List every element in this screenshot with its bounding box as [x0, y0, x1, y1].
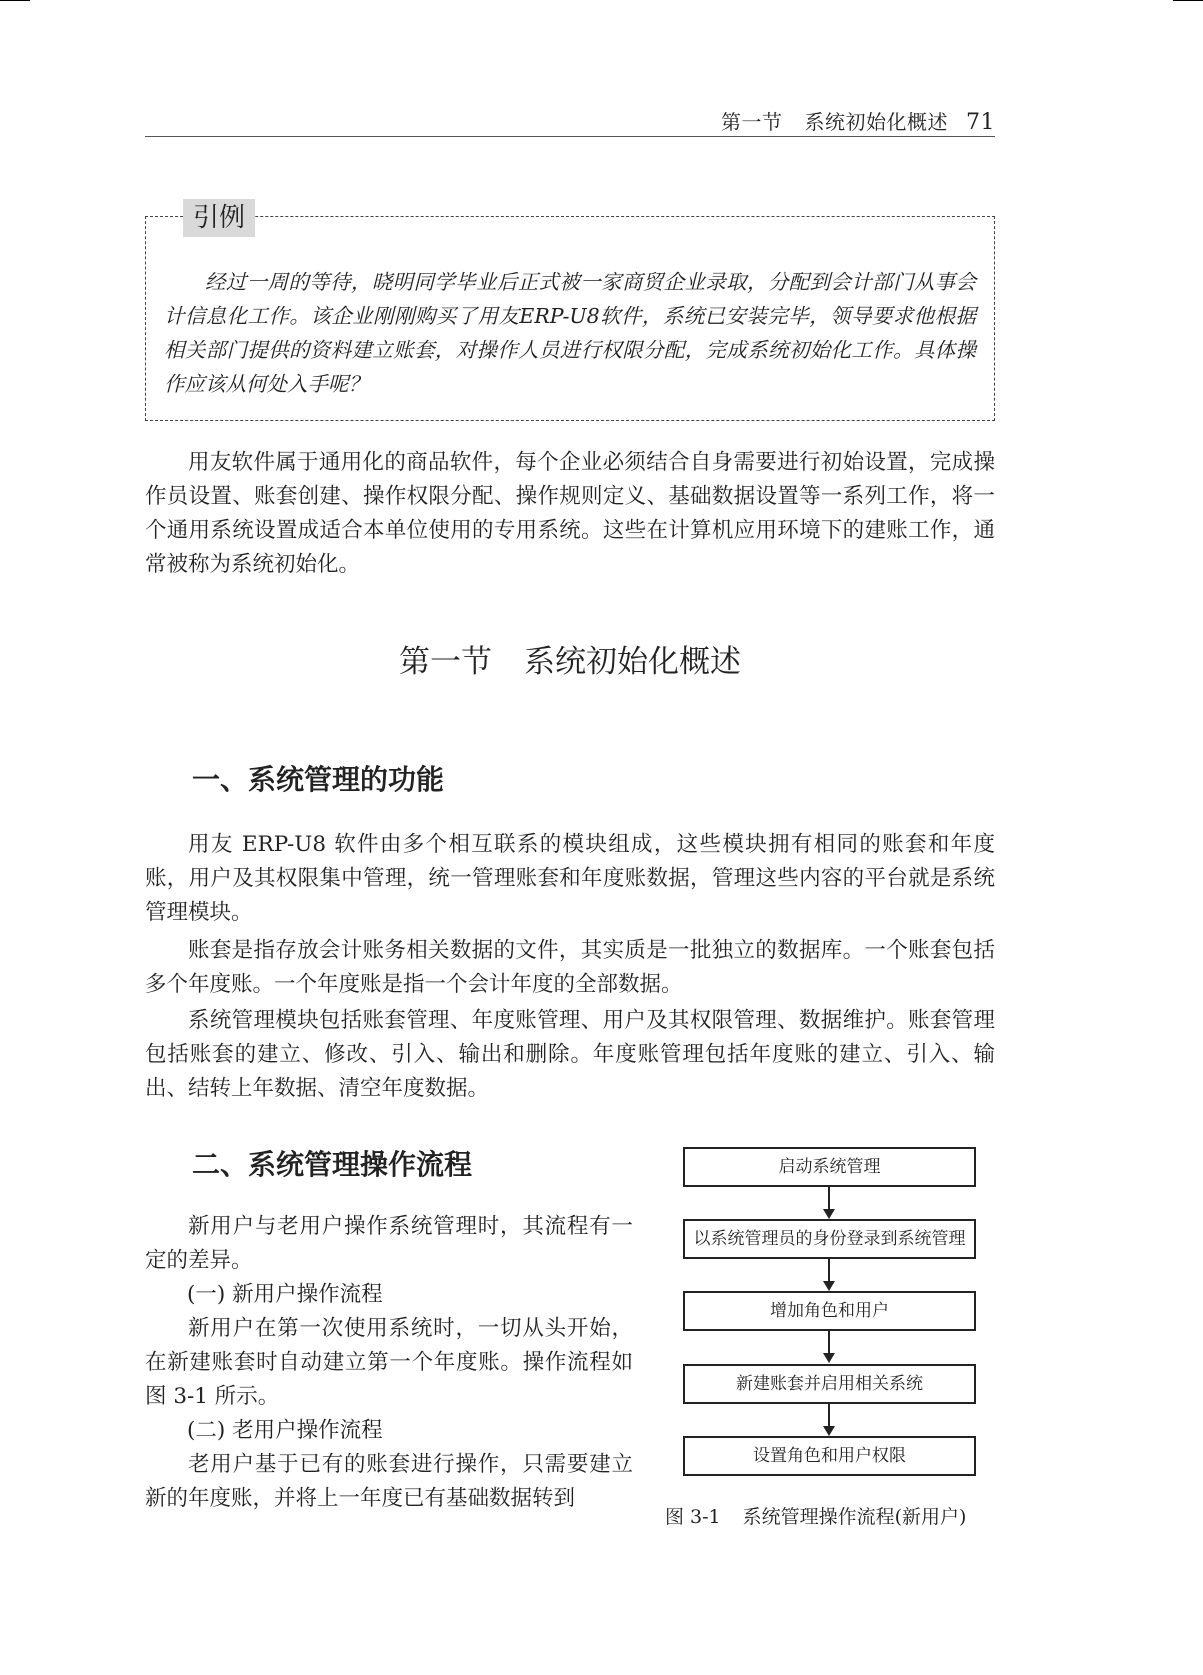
part1-heading: 一、系统管理的功能	[192, 763, 445, 796]
flow-step-permissions: 设置角色和用户权限	[683, 1436, 976, 1476]
flow-arrow	[828, 1187, 830, 1217]
figure-caption	[665, 1502, 966, 1529]
figure-number: 图 3-1	[665, 1506, 721, 1528]
crop-mark-left	[0, 0, 30, 1]
example-tag: 引例	[183, 199, 255, 237]
flow-step-start: 启动系统管理	[683, 1147, 976, 1187]
part2-paragraph-1: 新用户与老用户操作系统管理时，其流程有一定的差异。	[145, 1214, 633, 1273]
page-number: 71	[966, 110, 995, 135]
header-text	[721, 106, 995, 135]
part2-text-column	[145, 1210, 633, 1516]
section-title	[145, 636, 995, 681]
section-number: 第一节	[399, 644, 492, 680]
flow-step-login: 以系统管理员的身份登录到系统管理	[683, 1219, 976, 1259]
intro-paragraph: 用友软件属于通用化的商品软件，每个企业必须结合自身需要进行初始设置，完成操作员设置、账套创建、操作权限分配、操作规则定义、基础数据设置等一系列工作，将一个通用系统设置成适合本单位使用的专用系统。这些在计算机应用环境下的建账工作，通常被称为系统初始化。	[145, 450, 995, 577]
part1-paragraph-3: 系统管理模块包括账套管理、年度账管理、用户及其权限管理、数据维护。账套管理包括账套的建立、修改、引入、输出和删除。年度账管理包括年度账的建立、引入、输出、结转上年数据、清空年度数据。	[145, 1008, 995, 1101]
part1-paragraph-2: 账套是指存放会计账务相关数据的文件，其实质是一批独立的数据库。一个账套包括多个年度账。一个年度账是指一个会计年度的全部数据。	[145, 938, 995, 997]
part2-paragraph-2: 新用户在第一次使用系统时，一切从头开始，在新建账套时自动建立第一个年度账。操作流程如图 3-1 所示。	[145, 1316, 633, 1409]
example-text: 经过一周的等待，晓明同学毕业后正式被一家商贸企业录取，分配到会计部门从事会计信息化工作。该企业刚刚购买了用友ERP-U8软件，系统已安装完毕，领导要求他根据相关部门提供的资料建立账套，对操作人员进行权限分配，完成系统初始化工作。具体操作应该从何处入手呢？	[164, 270, 976, 396]
flow-arrow	[828, 1404, 830, 1434]
figure-title: 系统管理操作流程(新用户)	[742, 1506, 967, 1528]
running-header	[145, 100, 995, 137]
part2-paragraph-3: 老用户基于已有的账套进行操作，只需要建立新的年度账，并将上一年度已有基础数据转到	[145, 1452, 633, 1511]
subheading-new-user: (一) 新用户操作流程	[187, 1282, 383, 1307]
header-title: 系统初始化概述	[804, 110, 948, 134]
flow-step-new-account: 新建账套并启用相关系统	[683, 1364, 976, 1404]
flow-step-add-roles: 增加角色和用户	[683, 1291, 976, 1331]
flow-arrow	[828, 1331, 830, 1361]
subheading-old-user: (二) 老用户操作流程	[187, 1418, 383, 1443]
example-box	[145, 203, 995, 421]
part2-heading: 二、系统管理操作流程	[192, 1148, 473, 1181]
header-section: 第一节	[721, 110, 783, 134]
flow-arrow	[828, 1259, 830, 1289]
part1-paragraph-1: 用友 ERP-U8 软件由多个相互联系的模块组成，这些模块拥有相同的账套和年度账，用户及其权限集中管理，统一管理账套和年度账数据，管理这些内容的平台就是系统管理模块。	[145, 832, 995, 925]
crop-mark-right	[1173, 0, 1203, 1]
section-name: 系统初始化概述	[524, 644, 741, 680]
